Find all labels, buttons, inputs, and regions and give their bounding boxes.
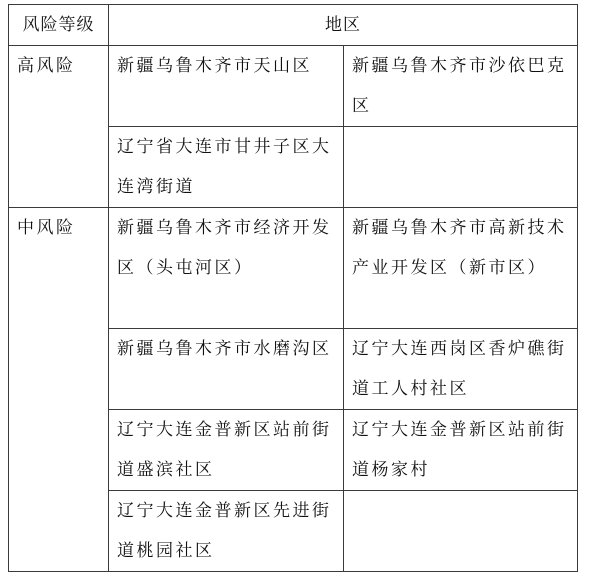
table-row xyxy=(9,46,578,127)
risk-level-high: 高风险 xyxy=(9,46,109,208)
region-cell: 新疆乌鲁木齐市经济开发区（头屯河区） xyxy=(109,208,344,329)
region-cell: 新疆乌鲁木齐市天山区 xyxy=(109,46,344,127)
region-cell: 辽宁大连金普新区站前街道杨家村 xyxy=(344,410,578,491)
region-cell: 新疆乌鲁木齐市高新技术产业开发区（新市区） xyxy=(344,208,578,329)
table-header-row xyxy=(9,5,578,46)
region-cell-empty xyxy=(344,491,578,572)
header-risk-level: 风险等级 xyxy=(9,5,109,46)
region-cell: 辽宁大连西岗区香炉礁街道工人村社区 xyxy=(344,329,578,410)
region-cell: 辽宁大连金普新区站前街道盛滨社区 xyxy=(109,410,344,491)
region-cell: 新疆乌鲁木齐市水磨沟区 xyxy=(109,329,344,410)
region-cell: 辽宁大连金普新区先进街道桃园社区 xyxy=(109,491,344,572)
region-cell-empty xyxy=(344,127,578,208)
region-cell: 辽宁省大连市甘井子区大连湾街道 xyxy=(109,127,344,208)
table-row xyxy=(9,208,578,329)
risk-level-medium: 中风险 xyxy=(9,208,109,572)
header-region: 地区 xyxy=(109,5,578,46)
risk-region-table xyxy=(8,4,578,572)
region-cell: 新疆乌鲁木齐市沙依巴克区 xyxy=(344,46,578,127)
